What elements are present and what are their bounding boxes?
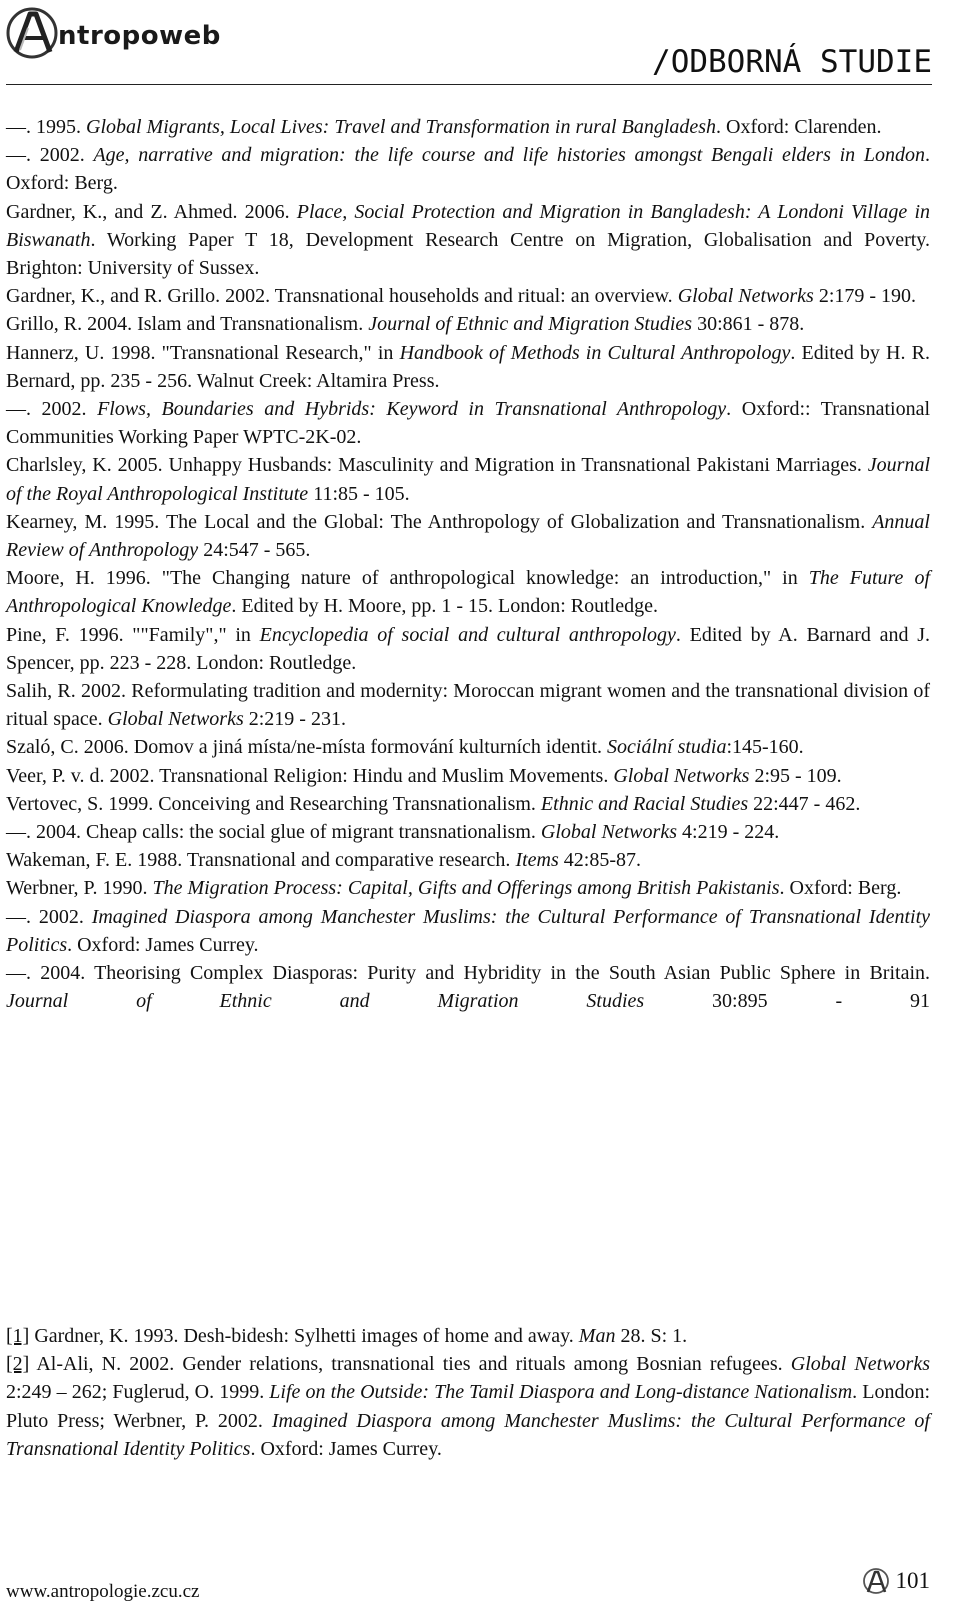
italic-title: Items bbox=[515, 849, 559, 872]
italic-title: Flows, Boundaries and Hybrids: Keyword in Transnational Anthropology bbox=[97, 398, 727, 421]
reference-list bbox=[6, 113, 930, 1016]
footnote-link[interactable]: [1] bbox=[6, 1325, 30, 1347]
reference-text: :145-160. bbox=[726, 736, 804, 759]
reference-text: . Oxford: Berg. bbox=[779, 877, 902, 900]
antropoweb-small-logo-icon bbox=[862, 1566, 892, 1596]
reference-entry bbox=[6, 508, 930, 564]
reference-text: . Edited by A. Barnard and J. Spencer, pp. 223 - 228. London: Routledge. bbox=[6, 623, 930, 674]
reference-text: 4:219 - 224. bbox=[677, 821, 780, 844]
reference-entry bbox=[6, 846, 930, 874]
reference-text: Moore, H. 1996. "The Changing nature of anthropological knowledge: an introduction," in bbox=[6, 567, 809, 590]
reference-text: Veer, P. v. d. 2002. Transnational Religion: Hindu and Muslim Movements. bbox=[6, 764, 614, 787]
reference-text: . Oxford: Berg. bbox=[6, 144, 930, 195]
reference-text: Pine, F. 1996. ""Family"," in bbox=[6, 623, 260, 646]
reference-text: —. 2002. bbox=[6, 398, 98, 421]
reference-entry bbox=[6, 959, 930, 1015]
reference-text: Al-Ali, N. 2002. Gender relations, transnational ties and rituals among Bosnian refugees. bbox=[29, 1353, 791, 1376]
reference-text: 2:219 - 231. bbox=[243, 708, 346, 731]
page-header bbox=[0, 0, 960, 90]
footnotes bbox=[6, 1322, 930, 1463]
reference-text: 11:85 - 105. bbox=[308, 482, 410, 505]
italic-title: Handbook of Methods in Cultural Anthropology bbox=[399, 341, 791, 364]
italic-title: Man bbox=[578, 1325, 616, 1347]
reference-text: Salih, R. 2002. Reformulating tradition and modernity: Moroccan migrant women and the transnational division of ritual space. bbox=[6, 680, 930, 731]
reference-text: 42:85-87. bbox=[558, 849, 641, 872]
italic-title: Ethnic and Racial Studies bbox=[540, 792, 749, 815]
page-number: 101 bbox=[895, 1568, 930, 1593]
italic-title: Journal of Ethnic and Migration Studies bbox=[6, 990, 645, 1013]
reference-text: Vertovec, S. 1999. Conceiving and Researching Transnationalism. bbox=[6, 792, 541, 815]
reference-text: . Oxford:: Transnational Communities Working Paper WPTC-2K-02. bbox=[6, 398, 931, 449]
italic-title: The Migration Process: Capital, Gifts and Offerings among British Pakistanis bbox=[152, 877, 780, 900]
reference-text: —. 2002. bbox=[6, 144, 94, 167]
italic-title: The Future of Anthropological Knowledge bbox=[6, 567, 931, 618]
reference-text: . Oxford: James Currey. bbox=[250, 1437, 442, 1460]
italic-title: Global Networks bbox=[540, 821, 678, 844]
reference-text: . London: Pluto Press; Werbner, P. 2002. bbox=[6, 1381, 930, 1432]
reference-text: 30:895 - 91 bbox=[644, 990, 930, 1013]
reference-text: —. 2004. Theorising Complex Diasporas: Purity and Hybridity in the South Asian Public Sphere in Britain. bbox=[6, 962, 930, 985]
reference-text: 2:95 - 109. bbox=[749, 764, 842, 787]
reference-text: Werbner, P. 1990. bbox=[6, 877, 153, 900]
reference-entry bbox=[6, 141, 930, 197]
italic-title: Age, narrative and migration: the life course and life histories amongst Bengali elders in London bbox=[93, 144, 925, 167]
reference-entry bbox=[6, 677, 930, 733]
italic-title: Imagined Diaspora among Manchester Muslims: the Cultural Performance of Transnational Identity Politics bbox=[6, 905, 931, 956]
reference-text: 28. S: 1. bbox=[615, 1325, 688, 1347]
reference-entry bbox=[6, 621, 930, 677]
reference-text: . Edited by H. R. Bernard, pp. 235 - 256. Walnut Creek: Altamira Press. bbox=[6, 341, 930, 392]
reference-text: . Oxford: Clarenden. bbox=[716, 116, 882, 138]
reference-entry bbox=[6, 790, 930, 818]
footnote-entry bbox=[6, 1350, 930, 1463]
italic-title: Place, Social Protection and Migration in Bangladesh: A Londoni Village in Biswanath bbox=[6, 200, 930, 251]
reference-text: Hannerz, U. 1998. "Transnational Research," in bbox=[6, 341, 400, 364]
reference-text: Gardner, K., and Z. Ahmed. 2006. bbox=[6, 200, 297, 223]
reference-entry bbox=[6, 818, 930, 846]
reference-entry bbox=[6, 874, 930, 902]
reference-text: Gardner, K. 1993. Desh-bidesh: Sylhetti images of home and away. bbox=[29, 1325, 579, 1347]
section-title: /ODBORNÁ STUDIE bbox=[652, 44, 932, 80]
reference-entry bbox=[6, 198, 930, 283]
italic-title: Global Networks bbox=[677, 285, 814, 308]
reference-entry bbox=[6, 282, 930, 310]
logo-text: ntropoweb bbox=[58, 21, 221, 51]
reference-text: . Edited by H. Moore, pp. 1 - 15. London: Routledge. bbox=[231, 595, 658, 618]
reference-text: Gardner, K., and R. Grillo. 2002. Transnational households and ritual: an overview. bbox=[6, 285, 678, 308]
reference-text: 2:179 - 190. bbox=[813, 285, 917, 308]
italic-title: Global Networks bbox=[790, 1353, 930, 1376]
italic-title: Annual Review of Anthropology bbox=[6, 510, 930, 562]
reference-entry bbox=[6, 733, 930, 761]
header-divider bbox=[6, 84, 932, 85]
italic-title: Global Networks bbox=[613, 764, 750, 787]
reference-text: —. 1995. bbox=[6, 116, 86, 138]
reference-text: Grillo, R. 2004. Islam and Transnationalism. bbox=[6, 313, 369, 336]
italic-title: Imagined Diaspora among Manchester Muslims: the Cultural Performance of Transnational Identity Politics bbox=[6, 1409, 930, 1460]
reference-text: Charlsley, K. 2005. Unhappy Husbands: Masculinity and Migration in Transnational Pakistani Marriages. bbox=[6, 454, 868, 477]
italic-title: Encyclopedia of social and cultural anthropology bbox=[259, 623, 676, 646]
footnote-entry bbox=[6, 1322, 930, 1350]
site-logo[interactable] bbox=[6, 4, 221, 62]
footer-url[interactable]: www.antropologie.zcu.cz bbox=[6, 1581, 200, 1602]
reference-text: 30:861 - 878. bbox=[692, 313, 805, 336]
italic-title: Global Migrants, Local Lives: Travel and Transformation in rural Bangladesh bbox=[86, 116, 717, 138]
reference-text: . Oxford: James Currey. bbox=[67, 933, 259, 956]
italic-title: Life on the Outside: The Tamil Diaspora and Long-distance Nationalism bbox=[269, 1381, 853, 1404]
reference-text: Kearney, M. 1995. The Local and the Global: The Anthropology of Globalization and Transnationalism. bbox=[6, 510, 873, 533]
italic-title: Journal of Ethnic and Migration Studies bbox=[368, 313, 693, 336]
italic-title: Sociální studia bbox=[607, 736, 727, 759]
reference-text: —. 2002. bbox=[6, 905, 92, 928]
reference-entry bbox=[6, 339, 930, 395]
reference-entry bbox=[6, 395, 930, 451]
reference-entry bbox=[6, 903, 930, 959]
page-number-block bbox=[862, 1566, 931, 1596]
reference-entry bbox=[6, 564, 930, 620]
reference-entry bbox=[6, 310, 930, 338]
reference-text: —. 2004. Cheap calls: the social glue of migrant transnationalism. bbox=[6, 821, 541, 844]
reference-text: . Working Paper T 18, Development Research Centre on Migration, Globalisation and Poverty. Brighton: University of Sussex. bbox=[6, 228, 930, 280]
reference-text: 2:249 – 262; Fuglerud, O. 1999. bbox=[6, 1381, 270, 1404]
reference-text: 24:547 - 565. bbox=[198, 539, 311, 562]
footnote-link[interactable]: [2] bbox=[6, 1353, 30, 1376]
reference-text: 22:447 - 462. bbox=[748, 792, 861, 815]
reference-text: Szaló, C. 2006. Domov a jiná místa/ne-místa formování kulturních identit. bbox=[6, 736, 608, 759]
reference-entry bbox=[6, 451, 930, 507]
reference-text: Wakeman, F. E. 1988. Transnational and comparative research. bbox=[6, 849, 516, 872]
reference-entry bbox=[6, 113, 930, 141]
italic-title: Global Networks bbox=[107, 708, 244, 731]
antropoweb-logo-icon bbox=[6, 4, 64, 62]
reference-entry bbox=[6, 762, 930, 790]
italic-title: Journal of the Royal Anthropological Institute bbox=[6, 454, 930, 505]
